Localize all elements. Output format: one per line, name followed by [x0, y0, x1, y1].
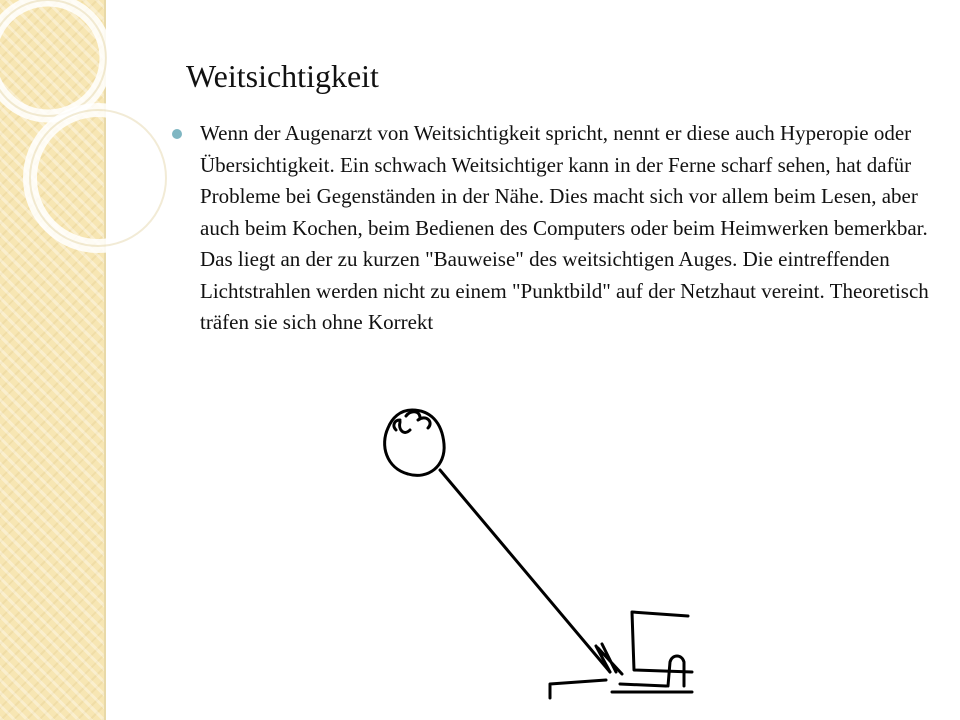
- hand-drawn-sketch: [370, 400, 700, 700]
- sketch-head: [385, 410, 445, 475]
- sketch-base: [550, 680, 692, 698]
- bullet-marker: [172, 129, 182, 139]
- bullet-text: Wenn der Augenarzt von Weitsichtigkeit spricht, nennt er diese auch Hyperopie oder Übersichtigkeit. Ein schwach Weitsichtiger kann in der Ferne scharf sehen, hat dafür Probleme bei Gegenständen in der Nähe. Dies macht sich vor allem beim Lesen, aber auch beim Kochen, beim Bedienen des Computers oder beim Heimwerken bemerkbar. Das liegt an der zu kurzen "Bauweise" des weitsichtigen Auges. Die eintreffenden Lichtstrahlen werden nicht zu einem "Punktbild" auf der Netzhaut vereint. Theoretisch träfen sie sich ohne Korrekt: [200, 121, 929, 334]
- decorative-rings: [0, 0, 200, 330]
- slide-title: Weitsichtigkeit: [186, 58, 379, 94]
- sketch-light-ray: [440, 470, 610, 672]
